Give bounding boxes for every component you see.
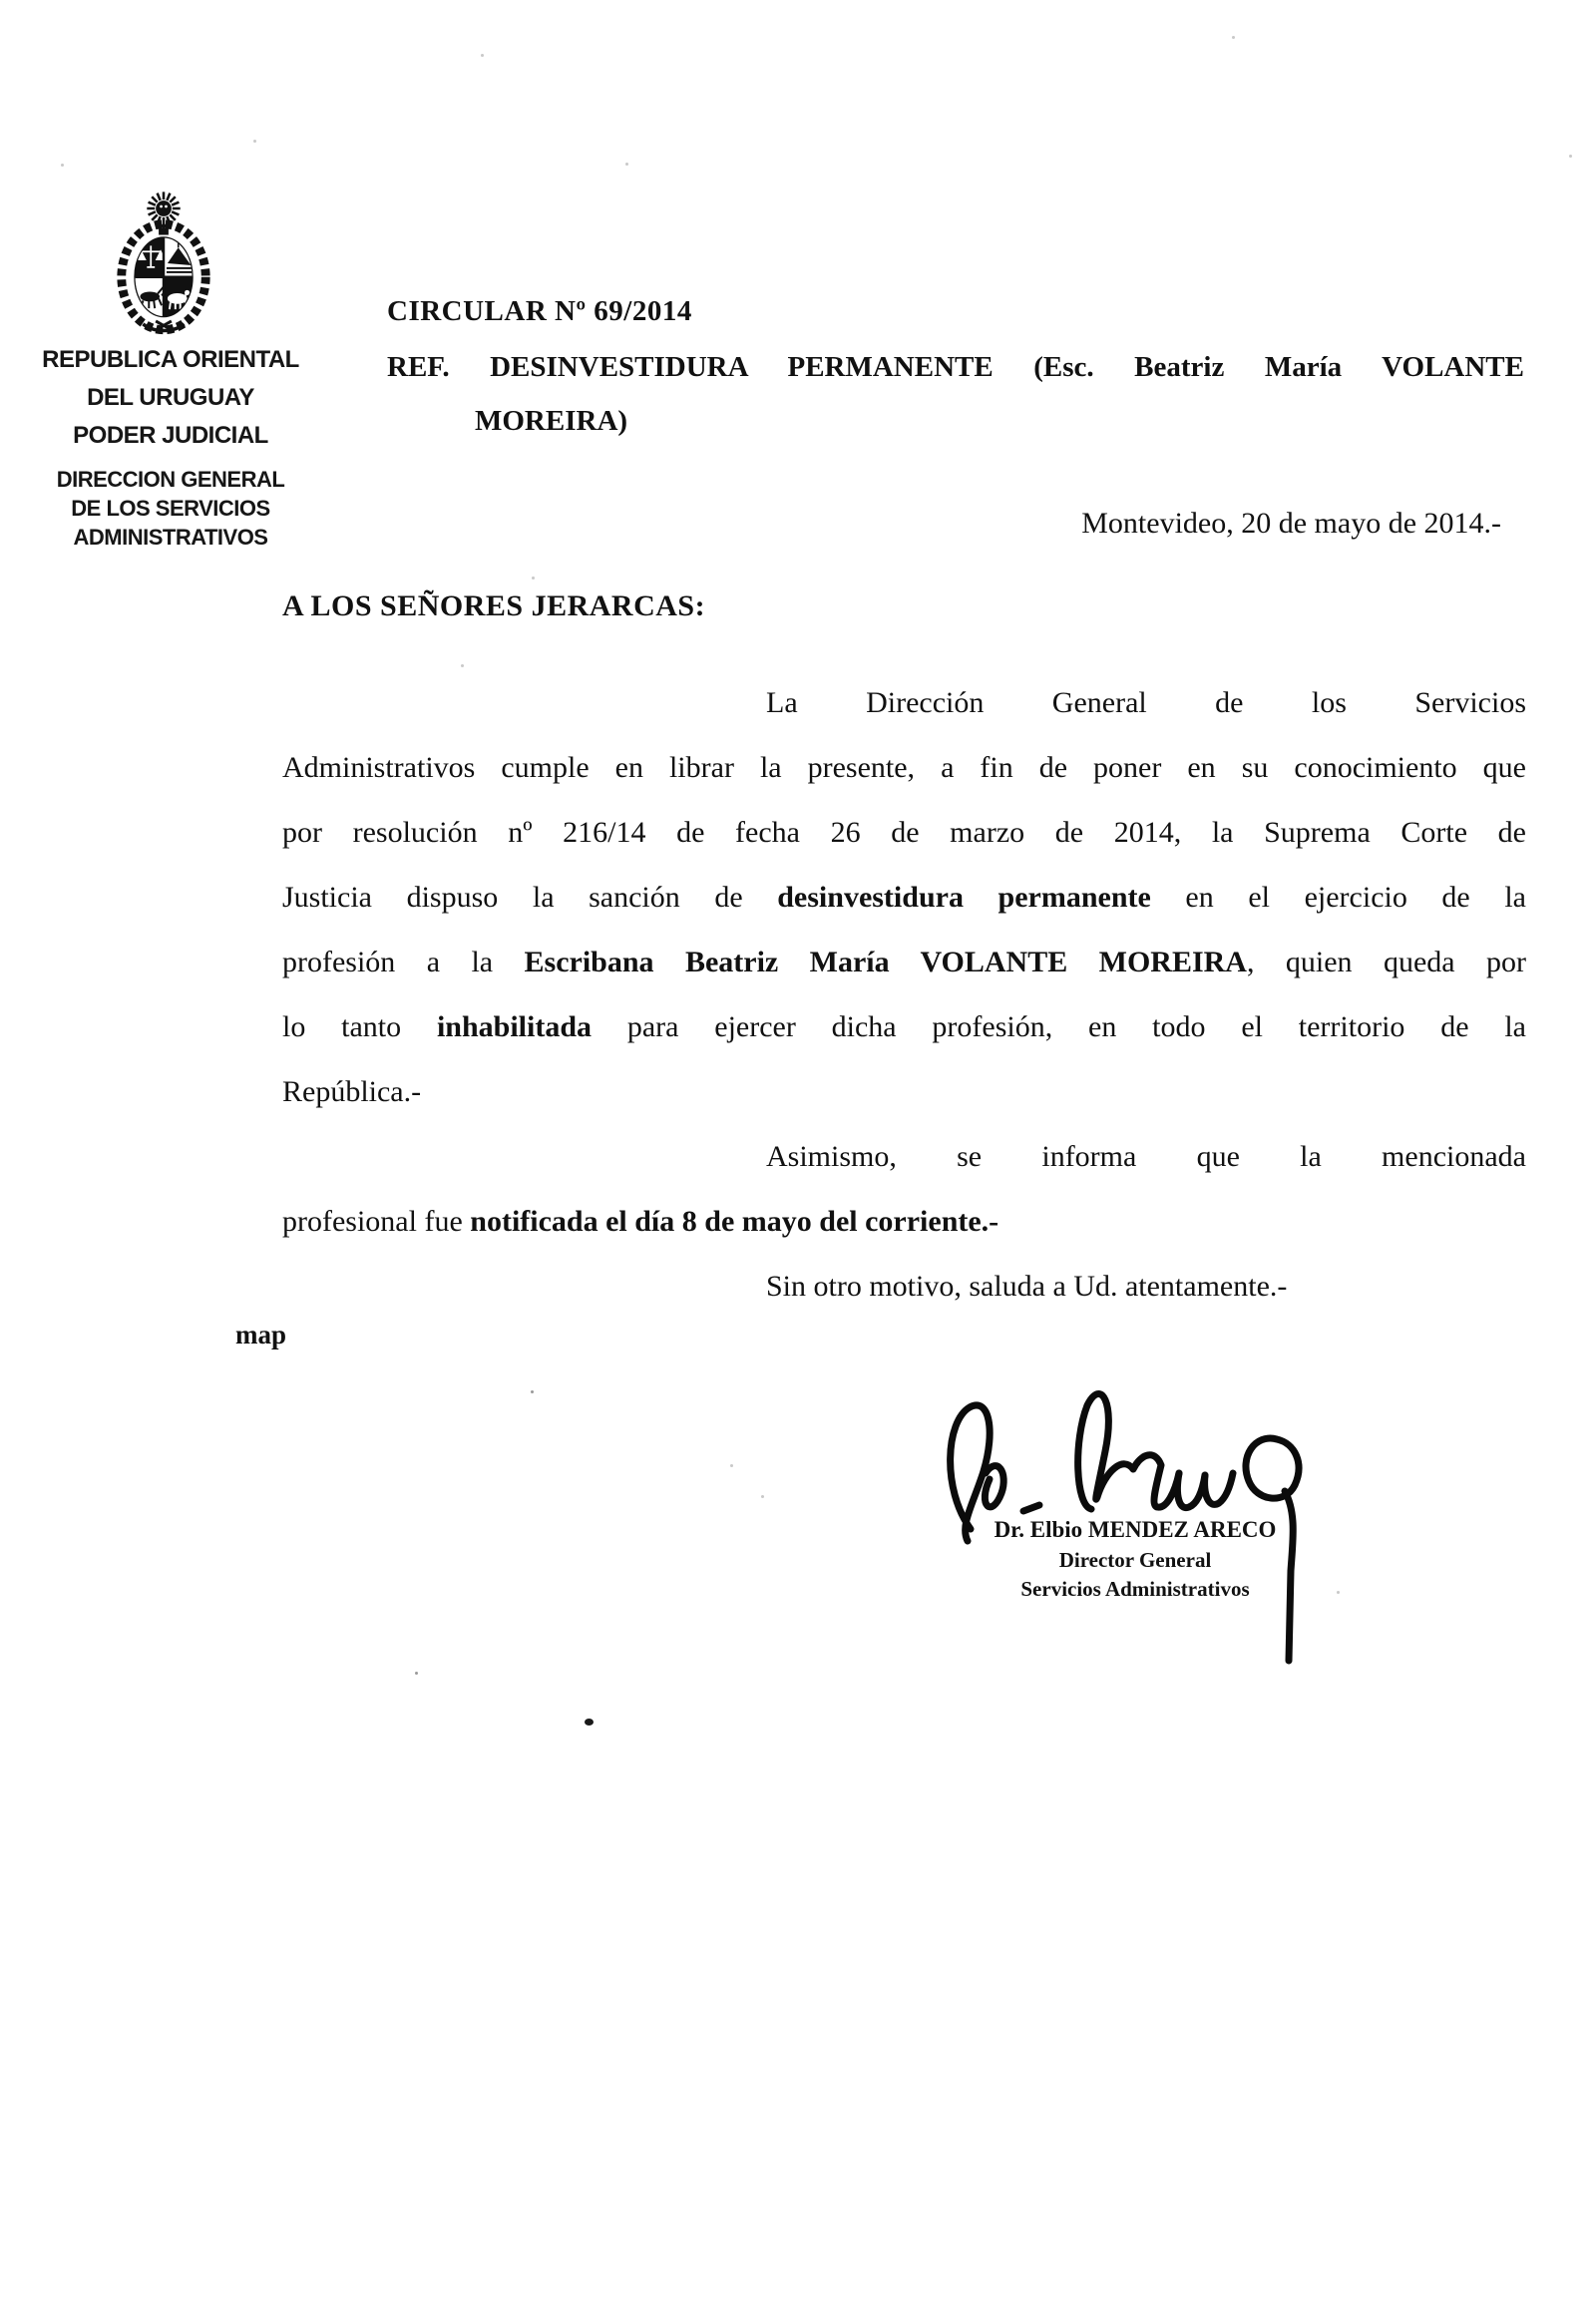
body-line — [282, 670, 1526, 735]
body-text-bold: inhabilitada — [436, 1010, 593, 1043]
body-line — [282, 1189, 1526, 1254]
body-text: Sin otro motivo, saluda a Ud. atentamente.- — [766, 1270, 1288, 1303]
body-line — [282, 735, 1526, 800]
letterhead-org-block — [28, 341, 313, 552]
document-header — [387, 295, 1524, 438]
org-spacer — [28, 455, 313, 465]
scan-speck — [625, 163, 628, 166]
scan-speck — [730, 1464, 733, 1467]
body-text-bold: desinvestidura permanente — [777, 881, 1151, 914]
body-text: Administrativos cumple en librar la presente, a fin de poner en su conocimiento que — [282, 751, 1526, 784]
signer-office: Servicios Administrativos — [1020, 1577, 1250, 1601]
dateline: Montevideo, 20 de mayo de 2014.- — [1081, 507, 1501, 540]
letter-body — [282, 670, 1526, 1319]
typist-initials: map — [235, 1320, 287, 1349]
org-line: ADMINISTRATIVOS — [73, 525, 268, 550]
scan-speck — [585, 1719, 594, 1726]
body-line — [282, 930, 1526, 994]
uruguay-coat-of-arms-icon — [110, 188, 217, 339]
body-text: profesional fue — [282, 1205, 471, 1238]
signer-title: Director General — [1058, 1548, 1212, 1572]
org-line: DIRECCION GENERAL — [56, 467, 285, 492]
scan-speck — [253, 140, 256, 143]
body-text: por resolución nº 216/14 de fecha 26 de marzo de 2014, la Suprema Corte de — [282, 816, 1526, 849]
body-text: La Dirección General de los Servicios — [766, 686, 1526, 719]
body-text-bold: notificada el día 8 de mayo del corriente.- — [470, 1205, 999, 1238]
body-text: Justicia dispuso la sanción de — [282, 881, 778, 914]
scan-speck — [61, 164, 64, 167]
org-line: DEL URUGUAY — [87, 384, 254, 411]
body-line — [282, 1124, 1526, 1189]
scan-speck — [481, 54, 484, 57]
body-text-bold: Escribana Beatriz María VOLANTE MOREIRA — [524, 946, 1247, 978]
body-text: Asimismo, se informa que la mencionada — [766, 1140, 1526, 1173]
scan-speck — [761, 1495, 764, 1498]
body-text: lo tanto — [282, 1010, 437, 1043]
body-line — [282, 865, 1526, 930]
reference-line: REF. DESINVESTIDURA PERMANENTE (Esc. Beatriz María VOLANTE — [387, 351, 1524, 383]
org-line: PODER JUDICIAL — [73, 422, 268, 449]
scan-speck — [415, 1672, 418, 1675]
org-line: REPUBLICA ORIENTAL — [42, 346, 299, 373]
scan-speck — [1232, 36, 1235, 39]
scan-speck — [1337, 1591, 1340, 1594]
org-line: DE LOS SERVICIOS — [71, 496, 270, 521]
body-line — [282, 1059, 1526, 1124]
reference-line-continuation: MOREIRA) — [475, 405, 628, 437]
scan-speck — [532, 577, 535, 579]
scan-speck — [1569, 155, 1572, 158]
scan-speck — [461, 664, 464, 667]
body-text: República.- — [282, 1075, 422, 1108]
signature-block — [946, 1514, 1325, 1604]
body-line — [282, 994, 1526, 1059]
body-text: , quien queda por — [1246, 946, 1526, 978]
circular-number: CIRCULAR Nº 69/2014 — [387, 295, 692, 327]
body-text: en el ejercicio de la — [1150, 881, 1526, 914]
body-text: profesión a la — [282, 946, 525, 978]
signer-name: Dr. Elbio MENDEZ ARECO — [994, 1517, 1277, 1542]
salutation: A LOS SEÑORES JERARCAS: — [282, 589, 706, 622]
scan-speck — [531, 1390, 534, 1393]
body-text: para ejercer dicha profesión, en todo el territorio de la — [592, 1010, 1526, 1043]
body-line — [282, 1254, 1526, 1319]
body-line — [282, 800, 1526, 865]
